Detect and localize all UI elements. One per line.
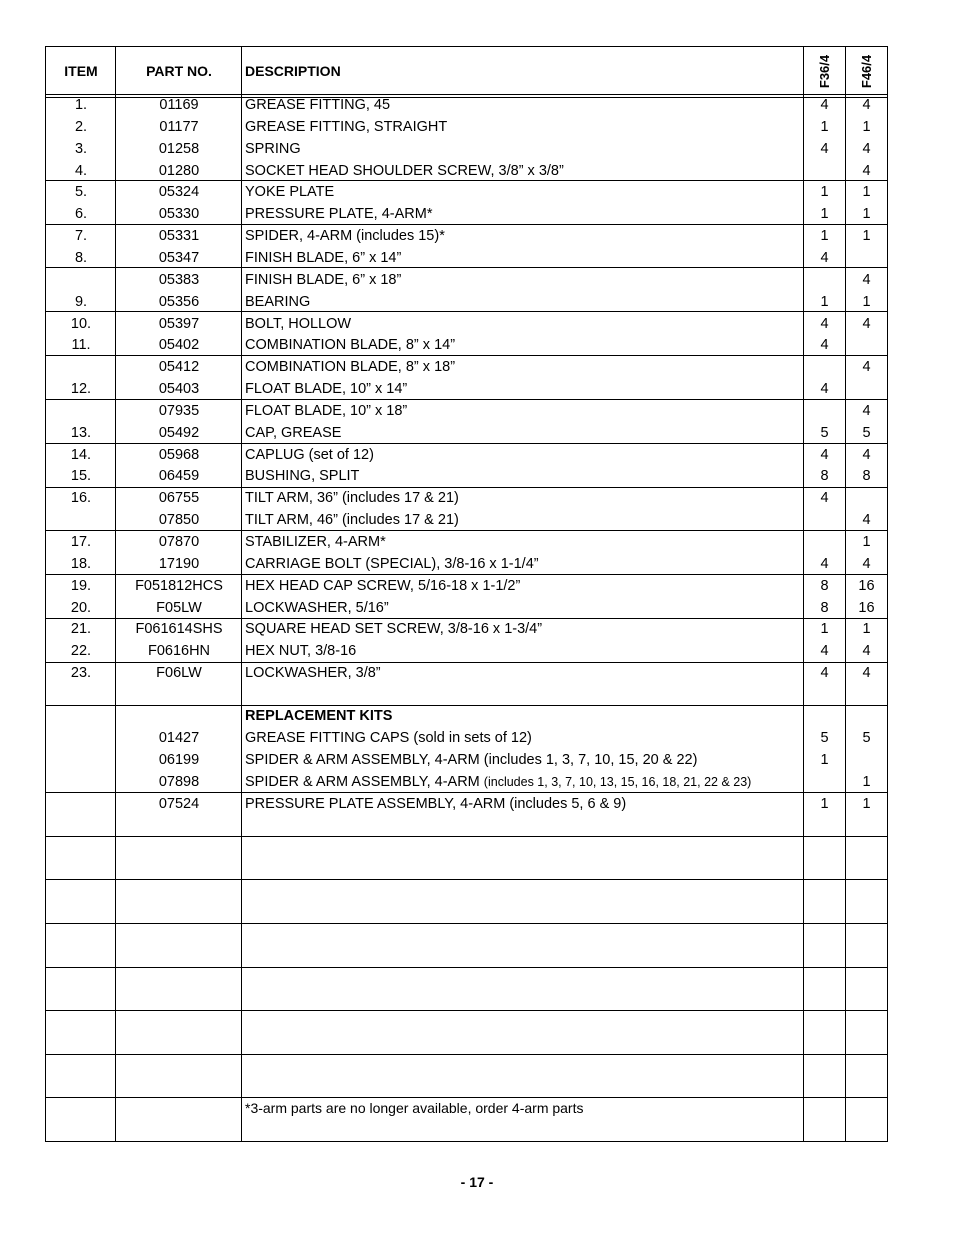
item-number: 14. (70, 446, 92, 463)
qty-f36-4: 4 (820, 315, 829, 332)
qty-f36-4: 4 (820, 446, 829, 463)
qty-f46-4: 5 (862, 424, 871, 441)
part-number: F061614SHS (135, 621, 223, 638)
table-row (46, 160, 887, 182)
item-number: 21. (70, 621, 92, 638)
part-number: 01258 (158, 140, 200, 157)
kit-qty-f46-4: 1 (862, 773, 871, 790)
table-row (46, 334, 887, 356)
qty-f46-4: 4 (862, 512, 871, 529)
header-f46-4: F46/4 (859, 54, 874, 88)
row-rule (46, 967, 887, 968)
item-number: 11. (71, 337, 91, 354)
table-row (46, 531, 887, 553)
description: TILT ARM, 46” (includes 17 & 21) (245, 512, 459, 529)
table-row (46, 313, 887, 335)
kit-qty-f36-4: 1 (820, 795, 829, 812)
table-row (46, 444, 887, 466)
kit-description (245, 749, 697, 771)
kit-description (245, 793, 626, 815)
part-number: 05492 (158, 424, 200, 441)
item-number: 13. (70, 424, 92, 441)
part-number: F051812HCS (135, 577, 223, 594)
kit-qty-f46-4: 5 (862, 730, 871, 746)
row-rule (46, 487, 887, 488)
item-number: 16. (70, 490, 92, 507)
kits-title: REPLACEMENT KITS (245, 708, 393, 724)
table-row (46, 465, 887, 487)
qty-f36-4: 4 (820, 337, 829, 354)
qty-f46-4: 16 (858, 599, 875, 616)
table-row (46, 225, 887, 247)
row-rule (46, 399, 887, 400)
item-number: 17. (70, 534, 92, 550)
qty-f36-4: 1 (820, 184, 829, 201)
qty-f46-4: 4 (862, 162, 871, 179)
header-part-no: PART NO. (146, 63, 212, 79)
table-row (46, 356, 887, 378)
qty-f46-4: 4 (862, 140, 871, 157)
kit-description-main: PRESSURE PLATE ASSEMBLY, 4-ARM (includes 5, 6 & 9) (245, 795, 627, 812)
qty-f36-4: 8 (820, 577, 829, 594)
kit-row (46, 793, 887, 815)
qty-f36-4: 4 (820, 381, 829, 398)
part-number: 05397 (158, 315, 200, 332)
kit-part-number: 06199 (158, 751, 200, 768)
row-rule (46, 1010, 887, 1011)
qty-f36-4: 1 (820, 293, 829, 310)
qty-f36-4: 1 (820, 118, 829, 135)
description: YOKE PLATE (245, 184, 335, 201)
table-row (46, 640, 887, 662)
description: GREASE FITTING, 45 (245, 97, 391, 113)
part-number: 05383 (158, 271, 200, 288)
qty-f36-4: 1 (820, 621, 829, 638)
description: FINISH BLADE, 6” x 18” (245, 271, 402, 288)
part-number: 05356 (158, 293, 200, 310)
qty-f46-4: 4 (862, 359, 871, 376)
description: FLOAT BLADE, 10” x 18” (245, 402, 408, 419)
part-number: 01169 (159, 97, 199, 113)
description: SQUARE HEAD SET SCREW, 3/8-16 x 1-3/4” (245, 621, 543, 638)
qty-f46-4: 1 (862, 206, 871, 223)
qty-f46-4: 4 (862, 402, 871, 419)
kit-qty-f36-4: 5 (820, 730, 829, 746)
table-row (46, 116, 887, 138)
description: COMBINATION BLADE, 8” x 18” (245, 359, 456, 376)
table-row (46, 618, 887, 640)
qty-f46-4: 4 (862, 446, 871, 463)
qty-f46-4: 1 (862, 621, 871, 638)
table-row (46, 597, 887, 619)
qty-f46-4: 1 (862, 293, 871, 310)
item-number: 23. (70, 665, 92, 682)
table-row (46, 181, 887, 203)
kit-description-main: GREASE FITTING CAPS (sold in sets of 12) (245, 730, 532, 746)
part-number: 06459 (158, 468, 200, 485)
item-number: 2. (74, 118, 88, 135)
part-number: 01280 (158, 162, 200, 179)
row-rule (46, 224, 887, 225)
row-rule (46, 923, 887, 924)
row-rule (46, 355, 887, 356)
description: SPRING (245, 140, 301, 157)
description: COMBINATION BLADE, 8” x 14” (245, 337, 456, 354)
table-row (46, 291, 887, 313)
item-number: 4. (74, 162, 88, 179)
item-number: 18. (70, 555, 92, 572)
item-number: 12. (70, 381, 92, 398)
item-number: 19. (70, 577, 92, 594)
item-number: 1. (74, 97, 88, 113)
row-rule (46, 705, 887, 706)
item-number: 15. (70, 468, 92, 485)
description: SOCKET HEAD SHOULDER SCREW, 3/8” x 3/8” (245, 162, 564, 179)
row-rule (46, 530, 887, 531)
qty-f36-4: 1 (820, 206, 829, 223)
item-number: 5. (74, 184, 88, 201)
kit-description (245, 771, 751, 793)
table-row (46, 422, 887, 444)
description: PRESSURE PLATE, 4-ARM* (245, 206, 433, 223)
qty-f36-4: 4 (820, 249, 829, 266)
table-row (46, 509, 887, 531)
description: BOLT, HOLLOW (245, 315, 352, 332)
table-row (46, 269, 887, 291)
qty-f36-4: 8 (820, 468, 829, 485)
item-number: 20. (70, 599, 92, 616)
description: STABILIZER, 4-ARM* (245, 534, 386, 550)
description: CAPLUG (set of 12) (245, 446, 374, 463)
row-rule (46, 1054, 887, 1055)
qty-f46-4: 1 (862, 534, 871, 550)
part-number: 01177 (159, 118, 199, 135)
kit-row (46, 749, 887, 771)
kit-qty-f46-4: 1 (862, 795, 871, 812)
row-rule (46, 836, 887, 837)
part-number: F05LW (156, 599, 202, 616)
row-rule (46, 311, 887, 312)
table-row (46, 138, 887, 160)
kit-description-main: SPIDER & ARM ASSEMBLY, 4-ARM (includes 1, 3, 7, 10, 15, 20 & 22) (245, 751, 698, 768)
kit-row (46, 727, 887, 749)
kit-part-number: 01427 (158, 730, 200, 746)
description: BUSHING, SPLIT (245, 468, 360, 485)
description: TILT ARM, 36” (includes 17 & 21) (245, 490, 459, 507)
description: GREASE FITTING, STRAIGHT (245, 118, 448, 135)
qty-f36-4: 4 (820, 643, 829, 660)
part-number: 05402 (158, 337, 200, 354)
description: FINISH BLADE, 6” x 14” (245, 249, 402, 266)
description: LOCKWASHER, 5/16” (245, 599, 389, 616)
table-row (46, 553, 887, 575)
table-row (46, 575, 887, 597)
qty-f46-4: 8 (862, 468, 871, 485)
item-number: 8. (74, 249, 88, 266)
qty-f46-4: 1 (862, 228, 871, 245)
part-number: 05403 (158, 381, 200, 398)
qty-f36-4: 4 (820, 97, 829, 113)
table-row (46, 94, 887, 116)
part-number: 06755 (158, 490, 200, 507)
part-number: 05330 (158, 206, 200, 223)
description: FLOAT BLADE, 10” x 14” (245, 381, 408, 398)
row-rule (46, 879, 887, 880)
description: CAP, GREASE (245, 424, 342, 441)
row-rule (46, 1097, 887, 1098)
qty-f46-4: 16 (858, 577, 875, 594)
item-number: 6. (74, 206, 88, 223)
kit-description-main: SPIDER & ARM ASSEMBLY, 4-ARM (245, 773, 480, 790)
description: HEX NUT, 3/8-16 (245, 643, 357, 660)
kit-row (46, 771, 887, 793)
qty-f36-4: 1 (820, 228, 829, 245)
description: CARRIAGE BOLT (SPECIAL), 3/8-16 x 1-1/4” (245, 555, 539, 572)
qty-f36-4: 4 (820, 555, 829, 572)
row-rule (46, 180, 887, 181)
table-row (46, 400, 887, 422)
qty-f46-4: 4 (862, 315, 871, 332)
qty-f46-4: 4 (862, 97, 871, 113)
item-number: 10. (70, 315, 92, 332)
parts-table (45, 46, 888, 1142)
qty-f46-4: 4 (862, 643, 871, 660)
part-number: 05412 (158, 359, 200, 376)
row-rule (46, 574, 887, 575)
part-number: 17190 (158, 555, 200, 572)
footnote-row (46, 1097, 887, 1119)
table-row (46, 487, 887, 509)
description: SPIDER, 4-ARM (includes 15)* (245, 228, 445, 245)
item-number: 9. (74, 293, 88, 310)
row-rule (46, 792, 887, 793)
qty-f46-4: 4 (862, 665, 871, 682)
part-number: 07850 (158, 512, 200, 529)
qty-f46-4: 4 (862, 555, 871, 572)
description: HEX HEAD CAP SCREW, 5/16-18 x 1-1/2” (245, 577, 521, 594)
header-description: DESCRIPTION (245, 63, 341, 79)
qty-f36-4: 5 (820, 424, 829, 441)
qty-f36-4: 4 (820, 490, 829, 507)
table-row (46, 203, 887, 225)
part-number: F06LW (156, 665, 202, 682)
table-row (46, 247, 887, 269)
part-number: 07870 (158, 534, 200, 550)
qty-f46-4: 1 (862, 118, 871, 135)
part-number: 05331 (158, 228, 200, 245)
kit-part-number: 07898 (158, 773, 200, 790)
part-number: F0616HN (147, 643, 211, 660)
qty-f36-4: 4 (820, 665, 829, 682)
qty-f36-4: 4 (820, 140, 829, 157)
table-row (46, 662, 887, 684)
table-row (46, 378, 887, 400)
kit-description (245, 727, 532, 749)
row-rule (46, 618, 887, 619)
qty-f46-4: 4 (862, 271, 871, 288)
description: LOCKWASHER, 3/8” (245, 665, 381, 682)
part-number: 07935 (158, 402, 200, 419)
kit-qty-f36-4: 1 (820, 751, 829, 768)
qty-f36-4: 8 (820, 599, 829, 616)
header-f36-4: F36/4 (817, 54, 832, 88)
row-rule (46, 662, 887, 663)
description: BEARING (245, 293, 311, 310)
part-number: 05347 (158, 249, 200, 266)
kit-description-includes: (includes 1, 3, 7, 10, 13, 15, 16, 18, 21, 22 & 23) (483, 774, 752, 789)
part-number: 05324 (158, 184, 200, 201)
item-number: 7. (74, 228, 88, 245)
row-rule (46, 443, 887, 444)
row-rule (46, 267, 887, 268)
part-number: 05968 (158, 446, 200, 463)
kits-title-row (46, 705, 887, 727)
header-item: ITEM (64, 63, 98, 79)
item-number: 3. (74, 140, 88, 157)
page-number: - 17 - (460, 1174, 494, 1190)
footnote: *3-arm parts are no longer available, order 4-arm parts (245, 1100, 584, 1116)
item-number: 22. (70, 643, 92, 660)
kit-part-number: 07524 (158, 795, 200, 812)
qty-f46-4: 1 (862, 184, 871, 201)
